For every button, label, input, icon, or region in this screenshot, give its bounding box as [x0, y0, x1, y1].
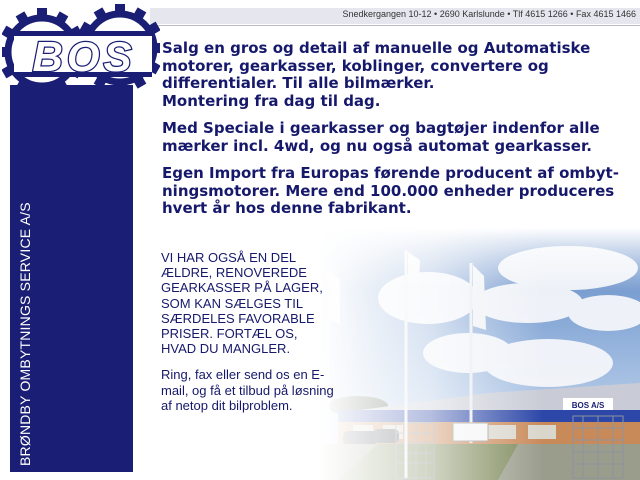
company-photo — [318, 228, 640, 480]
contact-bar — [150, 8, 640, 24]
contact-call-to-action: Ring, fax eller send os en E-mail, og få et tilbud på løsning af netop dit bilproblem. — [161, 367, 334, 413]
logo-wordmark: BOS — [32, 33, 136, 80]
specialty-paragraph: Med Speciale i gearkasser og bagtøjer indenfor alle mærker incl. 4wd, og nu også automat gearkasser. — [162, 119, 600, 155]
company-name-vertical: BRØNDBY OMBYTNINGS SERVICE A/S — [17, 202, 33, 466]
offer-block — [161, 250, 336, 413]
main-content — [162, 40, 632, 228]
mounting-paragraph: Montering fra dag til dag. — [162, 91, 381, 110]
bos-logo[interactable] — [2, 2, 160, 102]
contact-info: Snedkergangen 10-12 • 2690 Karlslunde • Tlf 4615 1266 • Fax 4615 1466 — [342, 9, 636, 19]
import-paragraph: Egen Import fra Europas førende producent af ombyt-ningsmotorer. Mere end 100.000 enheder produceres hvert år hos denne fabrikant. — [162, 164, 619, 217]
intro-paragraph: Salg en gros og detail af manuelle og Automatiske motorer, gearkasser, koblinger, convertere og differentialer. Til alle bilmærker. — [162, 39, 591, 92]
used-gearboxes-offer: VI HAR OGSÅ EN DEL ÆLDRE, RENOVEREDE GEARKASSER PÅ LAGER, SOM KAN SÆLGES TIL SÆRDELES FAVORABLE PRISER. FORTÆL OS, HVAD DU MANGLER. — [161, 250, 323, 357]
divider — [150, 25, 640, 26]
